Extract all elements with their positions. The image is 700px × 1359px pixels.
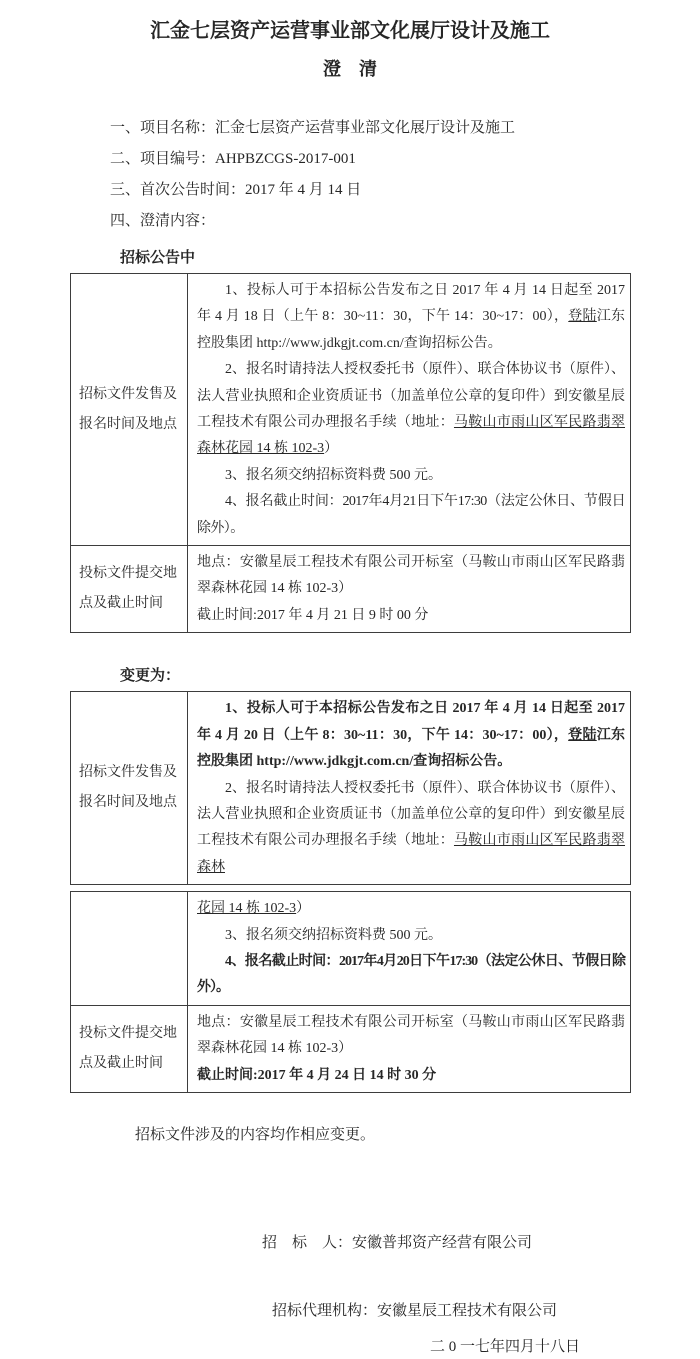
item-project-number: 二、项目编号：AHPBZCGS-2017-001 <box>110 151 356 167</box>
section-label-changed: 变更为： <box>120 668 181 685</box>
paragraph-registration-deadline: 4、报名截止时间：2017年4月21日下午17:30（法定公休日、节假日除外）。 <box>197 494 625 536</box>
tenderer-line: 招 标 人：安徽普邦资产经营有限公司 <box>262 1234 533 1251</box>
paragraph-submit-deadline-changed: 截止时间:2017 年 4 月 24 日 14 时 30 分 <box>197 1067 437 1083</box>
paragraph-submit-location: 地点：安徽星辰工程技术有限公司开标室（马鞍山市雨山区军民路翡翠森林花园 14 栋 102-3） <box>197 1014 625 1057</box>
table-row <box>71 274 631 546</box>
paragraph-submit-deadline: 截止时间:2017 年 4 月 21 日 9 时 00 分 <box>197 607 429 623</box>
changed-announcement-table-part1 <box>70 691 631 885</box>
paragraph-submit-location: 地点：安徽星辰工程技术有限公司开标室（马鞍山市雨山区军民路翡翠森林花园 14 栋 102-3） <box>197 555 625 597</box>
row-header-empty <box>71 892 188 1006</box>
item-first-announcement-date: 三、首次公告时间：2017 年 4 月 14 日 <box>110 182 362 198</box>
changed-announcement-table-part2 <box>70 891 631 1093</box>
clarification-items <box>0 113 700 237</box>
paragraph-document-fee: 3、报名须交纳招标资料费 500 元。 <box>225 467 442 483</box>
paragraph-registration-documents: 2、报名时请持法人授权委托书（原件）、联合体协议书（原件）、法人营业执照和企业资质证书（加盖单位公章的复印件）到安徽星辰工程技术有限公司办理报名手续（地址：马鞍山市雨山区军民路翡翠森林花园 14 栋 102-3） <box>197 362 626 457</box>
sale-row-content-continued <box>188 892 631 1006</box>
paragraph-registration-period: 1、投标人可于本招标公告发布之日 2017 年 4 月 14 日起至 2017 年 4 月 18 日（上午 8：30~11：30，下午 14：30~17：00），登陆江东控股集团 http://www.jdkgjt.com.cn/查询招标公告。 <box>197 283 626 351</box>
paragraph-address-continuation: 花园 14 栋 102-3） <box>197 901 311 917</box>
paragraph-registration-period-changed: 1、投标人可于本招标公告发布之日 2017 年 4 月 14 日起至 2017 年 4 月 20 日（上午 8：30~11：30，下午 14：30~17：00），登陆江东控股集团 http://www.jdkgjt.com.cn/查询招标公告。 <box>197 701 625 770</box>
submit-row-content <box>188 1005 631 1092</box>
row-header-sale: 招标文件发售及报名时间及地点 <box>71 692 188 885</box>
table-row <box>71 892 631 1006</box>
document-page <box>0 18 700 1355</box>
row-header-sale: 招标文件发售及报名时间及地点 <box>71 274 188 546</box>
change-note: 招标文件涉及的内容均作相应变更。 <box>135 1126 376 1143</box>
item-project-name: 一、项目名称：汇金七层资产运营事业部文化展厅设计及施工 <box>110 120 516 136</box>
table-row <box>71 692 631 885</box>
section-label-original: 招标公告中 <box>120 250 196 266</box>
paragraph-registration-deadline-changed: 4、报名截止时间：2017年4月20日下午17:30（法定公休日、节假日除外）。 <box>197 953 625 996</box>
agency-line: 招标代理机构：安徽星辰工程技术有限公司 <box>272 1302 558 1319</box>
row-header-submit: 投标文件提交地点及截止时间 <box>71 546 188 633</box>
table-row <box>71 1005 631 1092</box>
date-line: 二 0 一七年四月十八日 <box>430 1338 581 1355</box>
sale-row-content <box>188 692 631 885</box>
table-row <box>71 546 631 633</box>
document-title: 汇金七层资产运营事业部文化展厅设计及施工 <box>150 20 550 42</box>
original-announcement-table <box>70 273 631 633</box>
item-clarification-content: 四、澄清内容： <box>110 213 216 229</box>
document-subtitle: 澄 清 <box>323 59 377 79</box>
paragraph-registration-documents: 2、报名时请持法人授权委托书（原件）、联合体协议书（原件）、法人营业执照和企业资质证书（加盖单位公章的复印件）到安徽星辰工程技术有限公司办理报名手续（地址：马鞍山市雨山区军民路翡翠森林 <box>197 780 626 875</box>
submit-row-content <box>188 546 631 633</box>
paragraph-document-fee: 3、报名须交纳招标资料费 500 元。 <box>225 927 442 943</box>
sale-row-content <box>188 274 631 546</box>
row-header-submit: 投标文件提交地点及截止时间 <box>71 1005 188 1092</box>
